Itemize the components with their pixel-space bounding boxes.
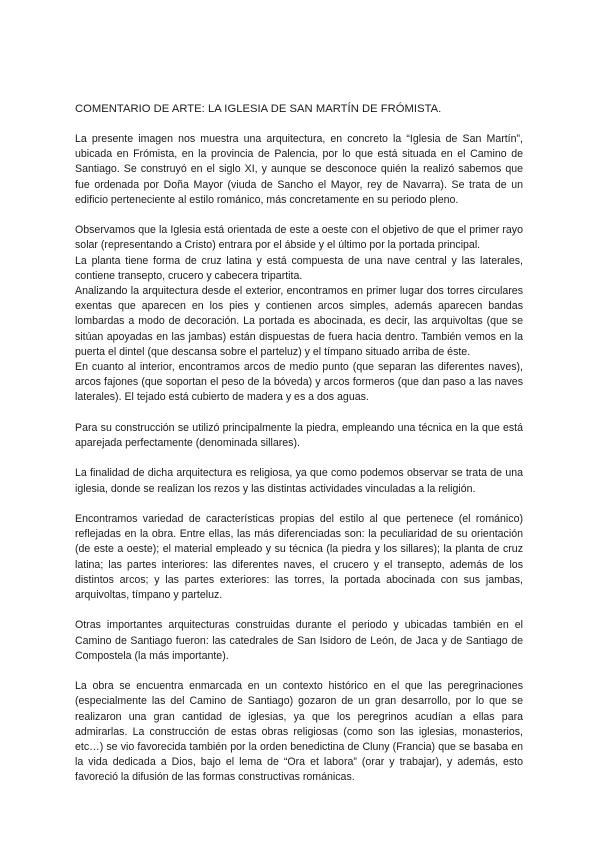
document-title: COMENTARIO DE ARTE: LA IGLESIA DE SAN MARTÍN DE FRÓMISTA. xyxy=(75,103,442,115)
paragraph-interior: En cuanto al interior, encontramos arcos de medio punto (que separan las diferentes naves), arcos fajones (que soportan el peso de la bóveda) y arcos formeros (que dan paso a las naves laterales). El tejado está cubierto de madera y es a dos aguas. xyxy=(75,361,523,404)
paragraph-exterior: Analizando la arquitectura desde el exterior, encontramos en primer lugar dos torres circulares exentas que aparecen en los pies y contienen arcos simples, además aparecen bandas lombardas a modo de decoración. La portada es abocinada, es decir, las arquivoltas (que se sitúan apoyadas en las jambas) están dispuestas de fuera hacia dentro. También vemos en la puerta el dintel (que descansa sobre el parteluz) y el tímpano situado arriba de éste. xyxy=(75,285,523,358)
paragraph-purpose: La finalidad de dicha arquitectura es religiosa, ya que como podemos observar se trata de una iglesia, donde se realizan los rezos y las distintas actividades vinculadas a la religión. xyxy=(75,467,523,495)
paragraph-introduction: La presente imagen nos muestra una arquitectura, en concreto la “Iglesia de San Martín”, ubicada en Frómista, en la provincia de Palencia, por lo que está situada en el Camino de Santiago. Se construyó en el siglo XI, y aunque se desconoce quién la realizó sabemos que fue ordenada por Doña Mayor (viuda de Sancho el Mayor, rey de Navarra). Se trata de un edificio perteneciente al estilo románico, más concretamente en su periodo pleno. xyxy=(75,133,523,206)
paragraph-other-works: Otras importantes arquitecturas construidas durante el periodo y ubicadas también en el Camino de Santiago fueron: las catedrales de San Isidoro de León, de Jaca y de Santiago de Compostela (la más importante). xyxy=(75,619,523,662)
paragraph-orientation: Observamos que la Iglesia está orientada de este a oeste con el objetivo de que el primer rayo solar (representando a Cristo) entrara por el ábside y el último por la portada principal. xyxy=(75,224,523,252)
paragraph-materials: Para su construcción se utilizó principalmente la piedra, empleando una técnica en la que está aparejada perfectamente (denominada sillares). xyxy=(75,421,523,450)
paragraph-characteristics: Encontramos variedad de características propias del estilo al que pertenece (el románico) reflejadas en la obra. Entre ellas, las más diferenciadas son: la peculiaridad de su orientación (de este a oeste); el material empleado y su técnica (la piedra y los sillares); la planta de cruz latina; las partes interiores: las diferentes naves, el crucero y el transepto, además de los distintos arcos; y las partes exteriores: las torres, la portada abocinada con sus jambas, arquivoltas, tímpano y parteluz. xyxy=(75,513,523,602)
paragraph-floor-plan: La planta tiene forma de cruz latina y está compuesta de una nave central y las laterales, contiene transepto, crucero y cabecera tripartita. xyxy=(75,254,523,282)
paragraph-historical-context: La obra se encuentra enmarcada en un contexto histórico en el que las peregrinaciones (especialmente las del Camino de Santiago) gozaron de un gran desarrollo, por lo que se realizaron una gran cantidad de iglesias, ya que los peregrinos acudían a ellas para admirarlas. La construcción de estas obras religiosas (como son las iglesias, monasterios, etc…) se vio favorecida también por la orden benedictina de Cluny (Francia) que se basaba en la vida dedicada a Dios, bajo el lema de “Ora et labora” (orar y trabajar), y además, esto favoreció la difusión de las formas constructivas románicas. xyxy=(75,680,523,784)
